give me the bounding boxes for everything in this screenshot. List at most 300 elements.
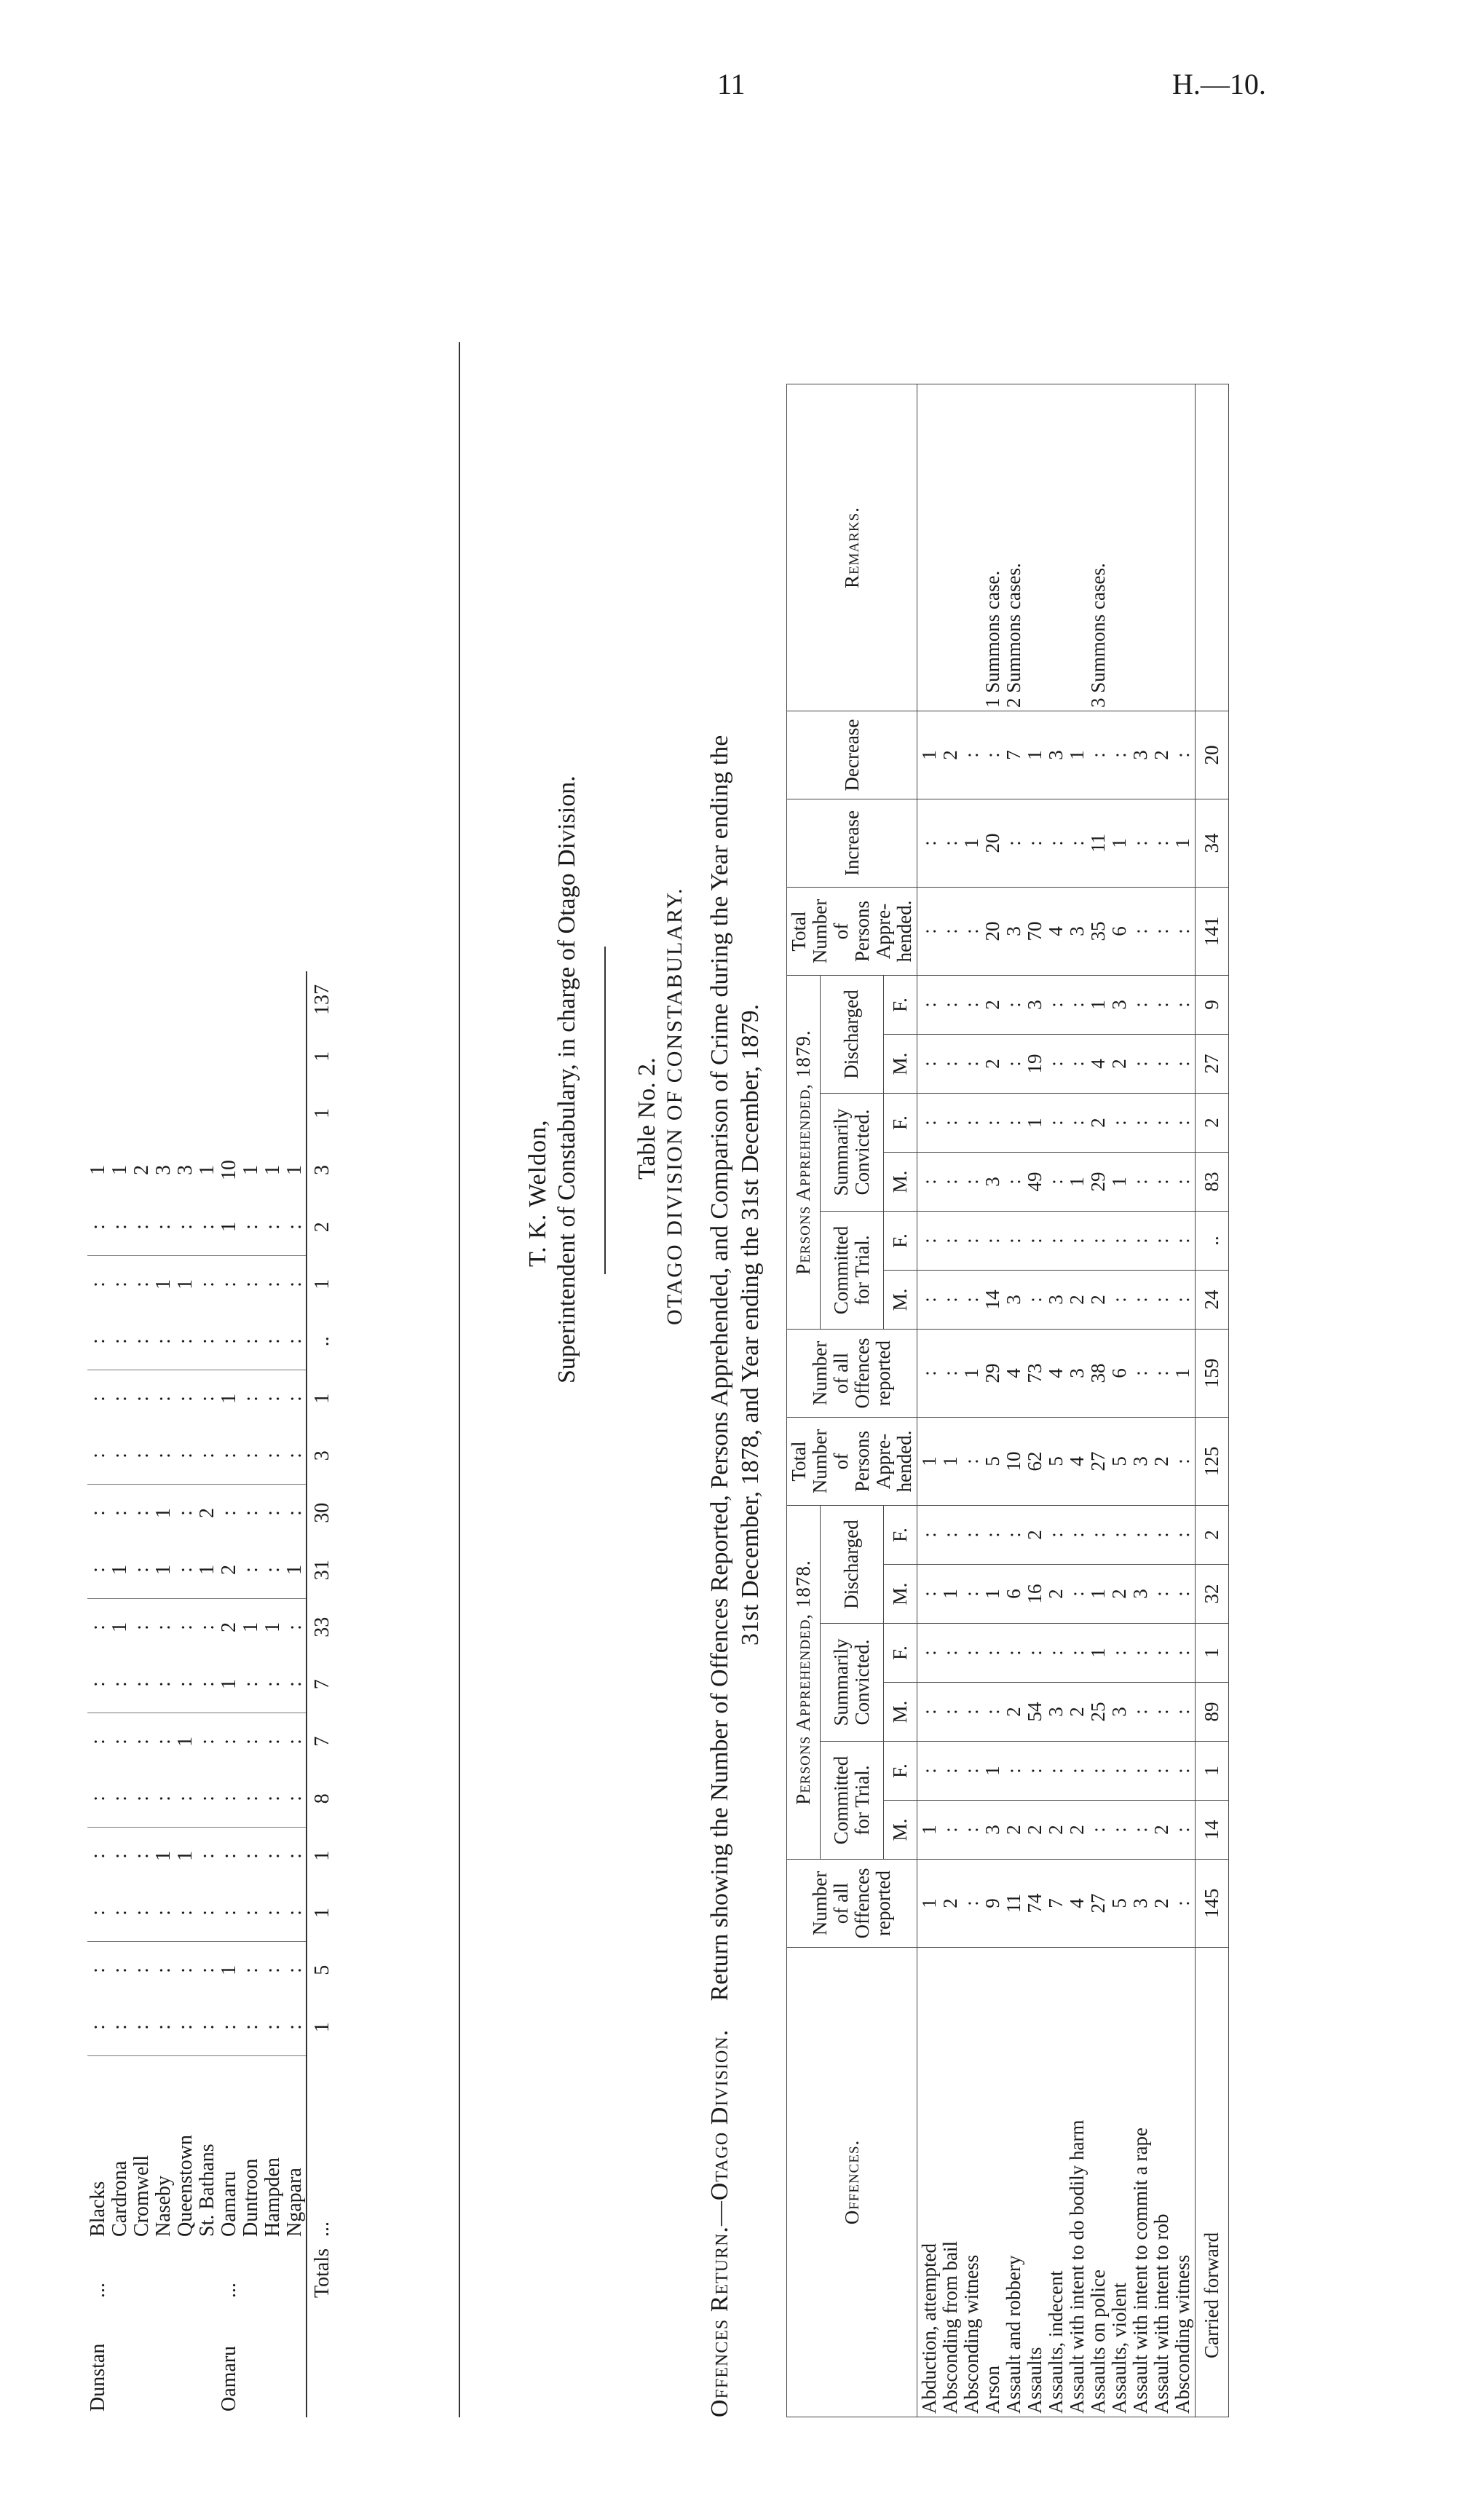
station-count-cell: :: [108, 1853, 131, 1859]
remark-text: 2 Summons cases.: [1003, 563, 1024, 708]
value-cell: 3: [1066, 926, 1088, 936]
header-decrease: Decrease: [787, 711, 917, 799]
station-count-cell: :: [284, 1999, 307, 2056]
header-offences: Offences.: [787, 1948, 917, 2417]
value-cell: :: [960, 1900, 982, 1906]
district-name: [131, 2304, 153, 2417]
carried-forward-remarks: [1196, 384, 1229, 711]
column-d78f: [917, 1506, 1196, 1565]
value-cell: :: [939, 1061, 961, 1067]
station-count-cell: :: [87, 1656, 109, 1713]
value-cell: :: [1150, 1179, 1172, 1185]
station-name: Oamaru: [218, 2171, 240, 2237]
carried-forward-value: 20: [1196, 711, 1229, 799]
value-cell: :: [960, 1650, 982, 1656]
value-cell: :: [981, 1709, 1003, 1715]
value-cell: :: [1129, 928, 1151, 934]
header-f: F.: [883, 976, 917, 1035]
column-dec: [917, 711, 1196, 799]
value-cell: :: [1003, 1650, 1024, 1656]
station-count-cell: :: [109, 1770, 131, 1828]
value-cell: 2: [1003, 1825, 1024, 1835]
offences-data-row: [917, 384, 1196, 2417]
totals-cell: 33: [307, 1598, 333, 1656]
header-committed-1878: Committed for Trial.: [821, 1742, 883, 1860]
value-cell: :: [1129, 1002, 1151, 1008]
remark-text: [1151, 387, 1172, 708]
value-cell: :: [1171, 1238, 1193, 1244]
district-marker: [109, 2243, 131, 2304]
value-cell: 11: [1003, 1894, 1024, 1913]
station-row: [240, 971, 262, 2417]
station-row: [284, 971, 307, 2417]
station-count-cell: 2: [218, 1541, 240, 1599]
value-cell: :: [1066, 840, 1088, 846]
value-cell: :: [1003, 1768, 1024, 1774]
carried-forward-value: 1: [1196, 1624, 1229, 1683]
value-cell: :: [1108, 752, 1130, 758]
value-cell: :: [918, 840, 940, 846]
value-cell: :: [1129, 1297, 1151, 1303]
value-cell: 5: [981, 1456, 1003, 1466]
value-cell: :: [1045, 1532, 1067, 1538]
return-description: [706, 735, 734, 2417]
station-count-cell: 1: [261, 1164, 284, 1175]
value-cell: :: [1171, 1709, 1193, 1715]
value-cell: :: [960, 1297, 982, 1303]
station-count-cell: :: [174, 1967, 197, 1973]
column-c79f: [917, 1212, 1196, 1271]
totals-cell: 1: [307, 1085, 333, 1142]
station-count-cell: :: [131, 1999, 153, 2056]
value-cell: :: [960, 1709, 982, 1715]
station-count-cell: :: [196, 1281, 218, 1287]
station-count-cell: :: [108, 1967, 131, 1973]
value-cell: :: [918, 1002, 940, 1008]
value-cell: :: [1003, 840, 1024, 846]
rotated-content: [73, 138, 1398, 2417]
station-count-cell: :: [175, 1999, 197, 2056]
station-count-cell: :: [87, 1510, 109, 1516]
station-count-cell: :: [218, 1427, 240, 1485]
value-cell: :: [1066, 1061, 1088, 1067]
value-cell: :: [1045, 1061, 1067, 1067]
value-cell: :: [1087, 1768, 1109, 1774]
header-increase: Increase: [787, 799, 917, 888]
value-cell: :: [1129, 1650, 1151, 1656]
value-cell: :: [1024, 1650, 1046, 1656]
station-count-cell: :: [153, 1427, 175, 1485]
value-cell: :: [1108, 1532, 1130, 1538]
station-count-cell: 1: [108, 1622, 131, 1632]
station-count-cell: :: [175, 1313, 197, 1370]
district-marker: [262, 2243, 284, 2304]
station-count-cell: :: [152, 1624, 175, 1630]
value-cell: 3: [981, 1825, 1003, 1835]
value-cell: 1: [939, 1456, 961, 1466]
value-cell: :: [1150, 840, 1172, 846]
value-cell: 14: [981, 1289, 1003, 1310]
value-cell: :: [1150, 1061, 1172, 1067]
value-cell: 1: [981, 1766, 1003, 1776]
value-cell: :: [1108, 1768, 1130, 1774]
station-count-cell: :: [153, 1313, 175, 1370]
station-count-cell: :: [87, 1624, 109, 1630]
value-cell: :: [1171, 1120, 1193, 1126]
value-cell: 1: [1108, 838, 1130, 848]
value-cell: :: [1045, 1179, 1067, 1185]
station-count-cell: 1: [283, 1164, 306, 1175]
value-cell: 16: [1024, 1584, 1046, 1604]
header-m: M.: [883, 1035, 917, 1094]
station-count-cell: :: [174, 1510, 197, 1516]
carried-forward-value: 32: [1196, 1565, 1229, 1624]
value-cell: 2: [1024, 1825, 1046, 1835]
signature-title: Superintendent of Constabulary, in charge of Otago Division.: [553, 775, 580, 1383]
station-count-cell: :: [87, 1541, 109, 1599]
district-name: [284, 2304, 307, 2417]
station-count-cell: :: [175, 1656, 197, 1713]
column-c78f: [917, 1742, 1196, 1801]
carried-forward-value: 1: [1196, 1742, 1229, 1801]
station-count-cell: :: [131, 1770, 153, 1828]
value-cell: :: [1003, 1532, 1024, 1538]
value-cell: 4: [1087, 1059, 1109, 1069]
station-count-cell: :: [109, 1656, 131, 1713]
station-count-cell: :: [240, 1770, 262, 1828]
value-cell: :: [1087, 1238, 1109, 1244]
value-cell: 2: [1087, 1118, 1109, 1128]
value-cell: :: [939, 1532, 961, 1538]
value-cell: :: [918, 928, 940, 934]
station-count-cell: :: [131, 1427, 153, 1485]
offence-name: Assault with intent to commit a rape: [1129, 2128, 1151, 2414]
value-cell: 3: [1045, 1295, 1067, 1305]
district-name: [109, 2304, 131, 2417]
station-count-cell: :: [284, 1884, 307, 1942]
value-cell: 2: [1150, 1825, 1172, 1835]
value-cell: :: [1108, 1238, 1130, 1244]
station-count-cell: :: [131, 1884, 153, 1942]
station-count-cell: :: [262, 1313, 284, 1370]
value-cell: :: [1171, 1650, 1193, 1656]
offences-table: [786, 384, 1229, 2417]
station-count-cell: 1: [240, 1622, 262, 1632]
station-count-cell: :: [87, 1281, 109, 1287]
column-s78f: [917, 1624, 1196, 1683]
value-cell: :: [1171, 1179, 1193, 1185]
value-cell: :: [1045, 1238, 1067, 1244]
station-count-cell: :: [240, 1396, 262, 1402]
station-name: Cardrona: [108, 2160, 131, 2237]
value-cell: :: [939, 1120, 961, 1126]
value-cell: 25: [1087, 1702, 1109, 1722]
station-count-cell: :: [262, 1884, 284, 1942]
value-cell: 49: [1024, 1172, 1046, 1192]
totals-cell: 30: [307, 1484, 333, 1541]
station-count-cell: :: [87, 1967, 109, 1973]
header-m: M.: [883, 1271, 917, 1330]
station-count-cell: :: [130, 1510, 153, 1516]
station-count-cell: :: [131, 1313, 153, 1370]
station-row: [262, 971, 284, 2417]
value-cell: :: [918, 1768, 940, 1774]
value-cell: :: [939, 928, 961, 934]
value-cell: :: [960, 1458, 982, 1464]
station-count-cell: :: [109, 1313, 131, 1370]
station-count-cell: :: [283, 1739, 306, 1745]
value-cell: :: [939, 1709, 961, 1715]
value-cell: 1: [918, 1825, 940, 1835]
station-count-cell: :: [152, 1739, 175, 1745]
upper-table-region: [73, 138, 459, 2417]
value-cell: :: [1171, 752, 1193, 758]
value-cell: :: [1003, 1120, 1024, 1126]
value-cell: 3: [1129, 1456, 1151, 1466]
value-cell: 62: [1024, 1451, 1046, 1472]
remark-text: [961, 387, 982, 708]
value-cell: 29: [1087, 1172, 1109, 1192]
station-count-cell: :: [131, 1656, 153, 1713]
remarks-cell: [917, 384, 1196, 711]
station-count-cell: :: [87, 1884, 109, 1942]
station-count-cell: :: [240, 1427, 262, 1485]
header-f: F.: [883, 1624, 917, 1683]
totals-row: [307, 971, 333, 2417]
value-cell: :: [1024, 1768, 1046, 1774]
value-cell: 4: [1045, 926, 1067, 936]
offence-name: Assault with intent to rob: [1150, 2213, 1172, 2414]
carried-forward-value: 141: [1196, 888, 1229, 976]
value-cell: 1: [1024, 750, 1046, 760]
value-cell: 2: [939, 1898, 961, 1908]
offence-name: Absconding witness: [1171, 2254, 1193, 2414]
station-count-cell: :: [283, 1396, 306, 1402]
station-count-cell: :: [174, 1396, 197, 1402]
totals-marker: ...: [307, 2055, 333, 2243]
value-cell: :: [939, 1179, 961, 1185]
value-cell: :: [1129, 1370, 1151, 1376]
value-cell: :: [1171, 1002, 1193, 1008]
value-cell: :: [981, 1650, 1003, 1656]
station-name: Ngapara: [283, 2168, 306, 2237]
carried-forward-value: 89: [1196, 1683, 1229, 1742]
station-count-cell: :: [175, 1427, 197, 1485]
value-cell: :: [960, 1768, 982, 1774]
value-cell: 35: [1087, 921, 1109, 941]
station-count-cell: :: [284, 1770, 307, 1828]
value-cell: :: [918, 1591, 940, 1597]
value-cell: 2: [1045, 1825, 1067, 1835]
station-count-cell: :: [130, 1967, 153, 1973]
value-cell: :: [1171, 1532, 1193, 1538]
value-cell: 5: [1045, 1456, 1067, 1466]
value-cell: :: [1066, 1238, 1088, 1244]
station-count-cell: :: [196, 1624, 218, 1630]
station-count-cell: :: [283, 1510, 306, 1516]
value-cell: 1: [918, 1456, 940, 1466]
value-cell: :: [981, 1120, 1003, 1126]
value-cell: 3: [1045, 1707, 1067, 1717]
value-cell: :: [1129, 1179, 1151, 1185]
header-f: F.: [883, 1212, 917, 1271]
value-cell: :: [1150, 1768, 1172, 1774]
value-cell: 6: [1003, 1589, 1024, 1599]
value-cell: :: [1108, 1827, 1130, 1833]
value-cell: :: [939, 840, 961, 846]
station-count-cell: :: [218, 1853, 240, 1859]
value-cell: 1: [1171, 838, 1193, 848]
station-count-cell: :: [240, 1541, 262, 1599]
station-count-cell: 1: [196, 1164, 218, 1175]
station-count-cell: :: [87, 1853, 109, 1859]
value-cell: 2: [981, 1000, 1003, 1010]
carried-forward-value: 34: [1196, 799, 1229, 888]
value-cell: 4: [1003, 1368, 1024, 1378]
station-count-cell: :: [197, 1770, 218, 1828]
station-count-cell: :: [284, 1656, 307, 1713]
station-count-cell: :: [240, 1739, 262, 1745]
remark-text: [1046, 387, 1067, 708]
value-cell: :: [1003, 1002, 1024, 1008]
offence-name: Assault and robbery: [1003, 2255, 1024, 2414]
station-count-cell: :: [174, 1624, 197, 1630]
station-count-cell: :: [153, 1656, 175, 1713]
station-count-cell: :: [87, 1313, 109, 1370]
offence-name: Assaults on police: [1087, 2270, 1109, 2414]
value-cell: :: [1150, 1591, 1172, 1597]
station-count-cell: :: [240, 1884, 262, 1942]
value-cell: 19: [1024, 1054, 1046, 1074]
value-cell: :: [1150, 1120, 1172, 1126]
district-marker: [175, 2243, 197, 2304]
value-cell: 38: [1087, 1363, 1109, 1383]
totals-label: Totals: [307, 2243, 333, 2304]
station-row: [109, 971, 131, 2417]
station-count-cell: :: [197, 1198, 218, 1256]
district-name: [153, 2304, 175, 2417]
value-cell: 2: [1003, 1707, 1024, 1717]
value-cell: 6: [1108, 926, 1130, 936]
value-cell: :: [960, 1002, 982, 1008]
upper-table-bottom-rule: [459, 342, 460, 2417]
district-name: Oamaru: [218, 2345, 240, 2412]
station-count-cell: :: [109, 1999, 131, 2056]
station-count-cell: :: [240, 1853, 262, 1859]
station-count-cell: 1: [240, 1164, 262, 1175]
totals-cell: 3: [307, 1142, 333, 1198]
header-committed-1879: Committed for Trial.: [821, 1212, 883, 1330]
value-cell: 10: [1003, 1451, 1024, 1472]
totals-cell: 1: [307, 1370, 333, 1427]
station-row: [197, 971, 218, 2417]
value-cell: 1: [1171, 1368, 1193, 1378]
totals-cell: 2: [307, 1198, 333, 1256]
remark-text: [940, 387, 961, 708]
column-d78m: [917, 1565, 1196, 1624]
column-d79m: [917, 1035, 1196, 1094]
remark-text: [1172, 387, 1193, 708]
totals-cell: 7: [307, 1656, 333, 1713]
signature-name: T. K. Weldon,: [524, 1119, 551, 1267]
station-count-cell: :: [87, 1427, 109, 1485]
value-cell: :: [918, 1532, 940, 1538]
return-lead: Offences Return.—Otago Division.: [706, 2029, 733, 2417]
station-count-cell: :: [175, 1884, 197, 1942]
station-count-cell: :: [262, 1656, 284, 1713]
value-cell: 3: [981, 1177, 1003, 1187]
station-count-cell: :: [262, 1999, 284, 2056]
station-count-cell: 1: [152, 1507, 175, 1518]
value-cell: 1: [981, 1589, 1003, 1599]
value-cell: :: [918, 1061, 940, 1067]
station-count-cell: :: [197, 1884, 218, 1942]
table-subtitle: OTAGO DIVISION OF CONSTABULARY.: [663, 887, 687, 1325]
station-count-cell: 1: [218, 1964, 240, 1975]
value-cell: :: [1087, 1532, 1109, 1538]
value-cell: 1: [1087, 1589, 1109, 1599]
value-cell: 2: [1150, 1456, 1172, 1466]
district-name: [175, 2304, 197, 2417]
station-count-cell: 1: [174, 1736, 197, 1747]
header-reported-1879: Number of all Offences reported: [787, 1330, 917, 1418]
carried-forward-value: 83: [1196, 1153, 1229, 1212]
value-cell: 73: [1024, 1363, 1046, 1383]
value-cell: :: [1066, 1591, 1088, 1597]
station-name: Naseby: [152, 2175, 175, 2237]
totals-cell: 137: [307, 971, 333, 1028]
station-count-cell: :: [130, 1396, 153, 1402]
value-cell: :: [918, 1370, 940, 1376]
value-cell: :: [1066, 1120, 1088, 1126]
value-cell: :: [1045, 1120, 1067, 1126]
header-summarily-1878: Summarily Convicted.: [821, 1624, 883, 1742]
value-cell: :: [939, 1297, 961, 1303]
station-count-cell: 1: [218, 1393, 240, 1404]
station-count-cell: 1: [218, 1656, 240, 1713]
station-count-cell: :: [131, 1198, 153, 1256]
value-cell: :: [918, 1650, 940, 1656]
value-cell: 27: [1087, 1893, 1109, 1913]
district-marker: [131, 2243, 153, 2304]
station-count-cell: :: [197, 1313, 218, 1370]
station-count-cell: :: [130, 1853, 153, 1859]
station-count-cell: :: [87, 1770, 109, 1828]
value-cell: 29: [981, 1363, 1003, 1383]
station-count-cell: :: [261, 1967, 284, 1973]
station-count-cell: :: [283, 1281, 306, 1287]
district-name: Dunstan: [87, 2343, 109, 2412]
section-divider: [604, 947, 606, 1274]
value-cell: 2: [1066, 1707, 1088, 1717]
station-count-cell: 1: [108, 1164, 131, 1175]
value-cell: :: [939, 1002, 961, 1008]
station-count-cell: :: [240, 1510, 262, 1516]
header-m: M.: [883, 1565, 917, 1624]
value-cell: :: [1087, 752, 1109, 758]
value-cell: 5: [1108, 1898, 1130, 1908]
header-remarks: Remarks.: [787, 384, 917, 711]
value-cell: 9: [981, 1898, 1003, 1908]
value-cell: 4: [1066, 1898, 1088, 1908]
header-f: F.: [883, 1506, 917, 1565]
value-cell: 2: [1108, 1589, 1130, 1599]
station-count-cell: :: [197, 1999, 218, 2056]
value-cell: :: [1108, 1120, 1130, 1126]
carried-forward-value: 27: [1196, 1035, 1229, 1094]
value-cell: 2: [939, 750, 961, 760]
totals-cell: 1: [307, 1028, 333, 1085]
